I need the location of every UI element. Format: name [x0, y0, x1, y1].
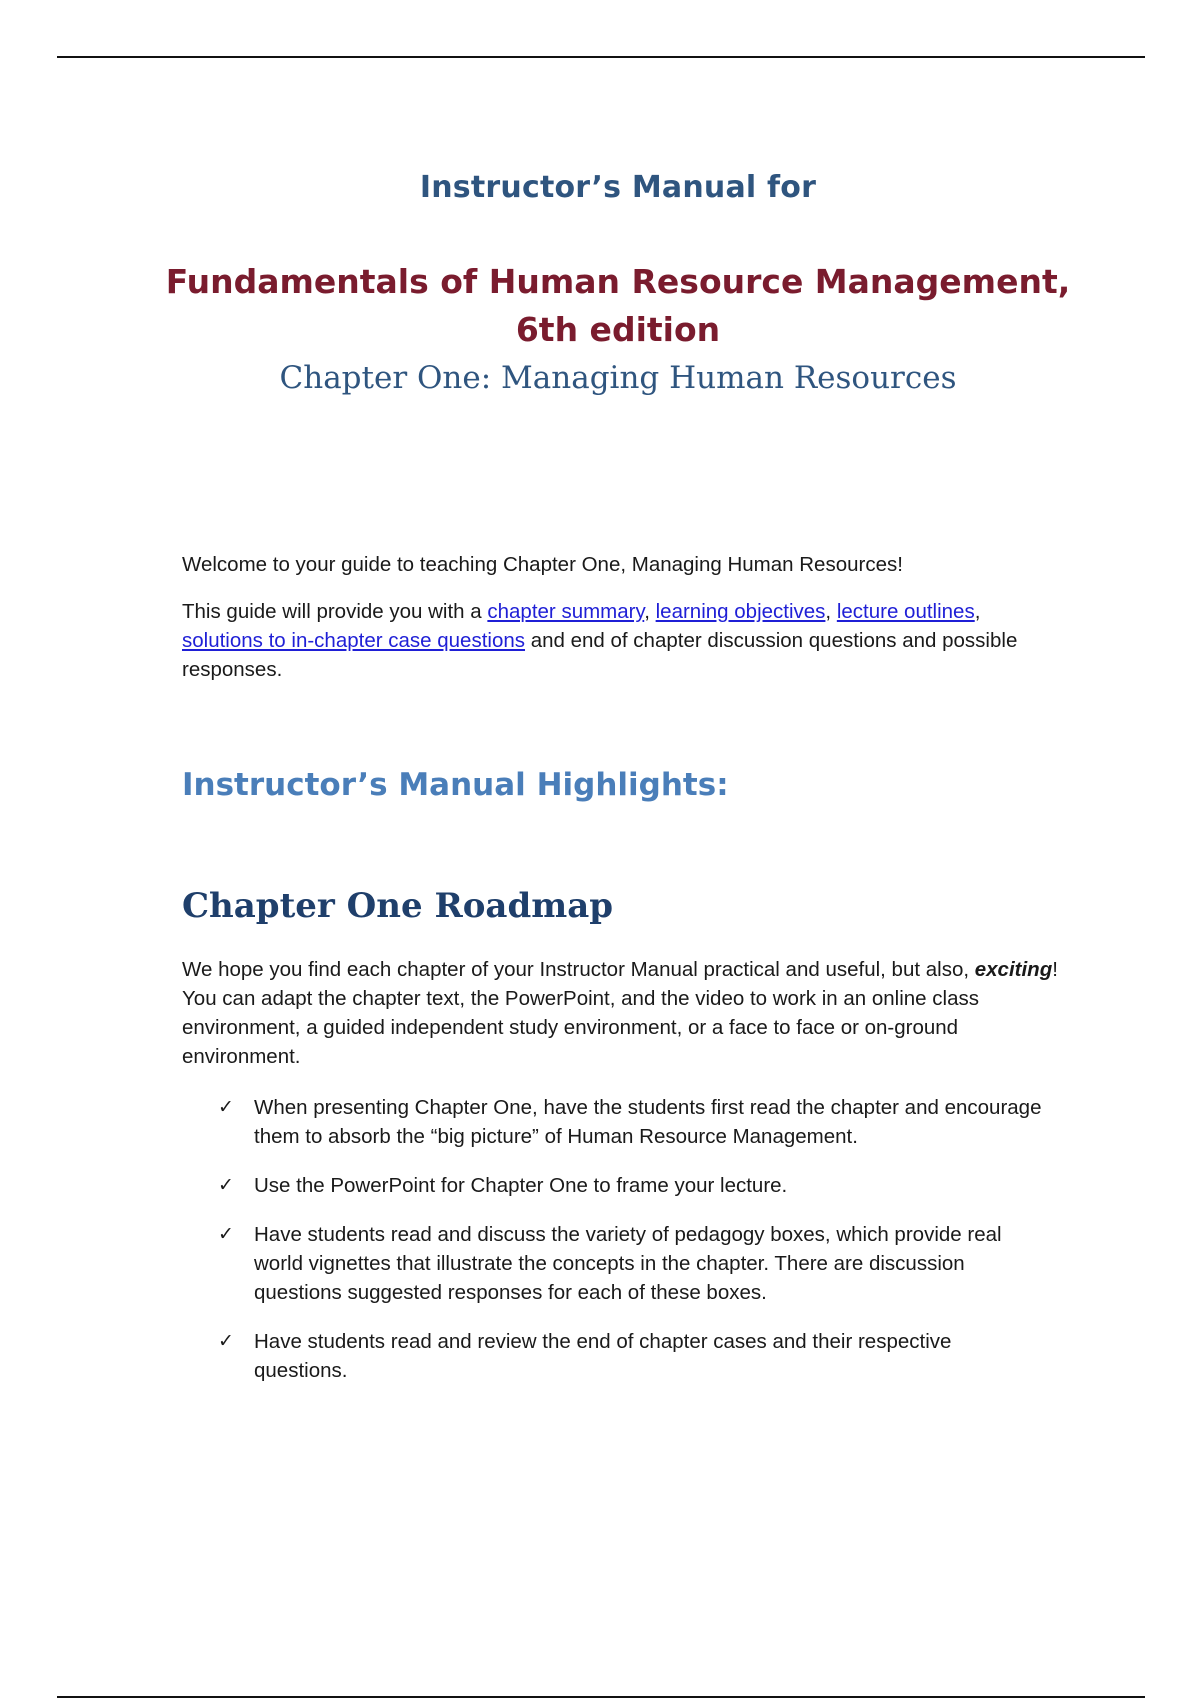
list-item — [182, 1171, 1044, 1200]
guide-suffix: and end of chapter discussion questions and possible responses. — [182, 629, 1018, 681]
guide-prefix: This guide will provide you with a — [182, 600, 488, 623]
manual-for-heading: Instructor’s Manual for — [419, 170, 817, 205]
book-title — [0, 258, 1200, 354]
welcome-text: Welcome to your guide to teaching Chapter One, Managing Human Resources! — [182, 553, 903, 576]
link-separator: , — [644, 600, 656, 623]
guide-paragraph — [182, 597, 1062, 684]
list-item — [182, 1093, 1044, 1151]
roadmap-paragraph — [182, 955, 1062, 1071]
intro-section — [182, 550, 1062, 684]
chapter-title: Chapter One: Managing Human Resources — [279, 360, 957, 396]
link-learning-objectives[interactable]: learning objectives — [655, 600, 826, 623]
roadmap-para-suffix: ! You can adapt the chapter text, the PowerPoint, and the video to work in an online class environment, a guided independent study environment, or a face to face or on-ground environment. — [182, 958, 1058, 1068]
checkmark-icon: ✓ — [218, 1223, 234, 1245]
link-lecture-outlines[interactable]: lecture outlines — [836, 600, 975, 623]
list-item — [182, 1327, 1044, 1385]
link-case-solutions[interactable]: solutions to in-chapter case questions — [182, 629, 526, 652]
link-separator: , — [825, 600, 837, 623]
link-separator: , — [974, 600, 981, 623]
list-item-text: Have students read and review the end of chapter cases and their respective questions. — [254, 1330, 952, 1382]
list-item — [182, 1220, 1044, 1307]
roadmap-emphasis: exciting — [974, 958, 1053, 981]
link-chapter-summary[interactable]: chapter summary — [487, 600, 645, 623]
book-title-line1: Fundamentals of Human Resource Management, — [165, 262, 1071, 301]
top-rule — [57, 56, 1145, 58]
roadmap-section — [182, 955, 1062, 1405]
list-item-text: Have students read and discuss the variety of pedagogy boxes, which provide real world vignettes that illustrate the concepts in the chapter. There are discussion questions suggested responses for each of these boxes. — [254, 1223, 1002, 1304]
checkmark-icon: ✓ — [218, 1330, 234, 1352]
roadmap-para-prefix: We hope you find each chapter of your Instructor Manual practical and useful, but also, — [182, 958, 975, 981]
book-title-line2: 6th edition — [515, 310, 721, 349]
highlights-heading: Instructor’s Manual Highlights: — [182, 767, 729, 803]
checkmark-icon: ✓ — [218, 1174, 234, 1196]
title-block — [0, 168, 1200, 400]
list-item-text: When presenting Chapter One, have the students first read the chapter and encourage them to absorb the “big picture” of Human Resource Management. — [254, 1096, 1042, 1148]
bottom-rule — [57, 1696, 1145, 1698]
checkmark-icon: ✓ — [218, 1096, 234, 1118]
roadmap-heading: Chapter One Roadmap — [182, 886, 613, 926]
list-item-text: Use the PowerPoint for Chapter One to frame your lecture. — [254, 1174, 788, 1197]
roadmap-checklist — [182, 1093, 1062, 1385]
